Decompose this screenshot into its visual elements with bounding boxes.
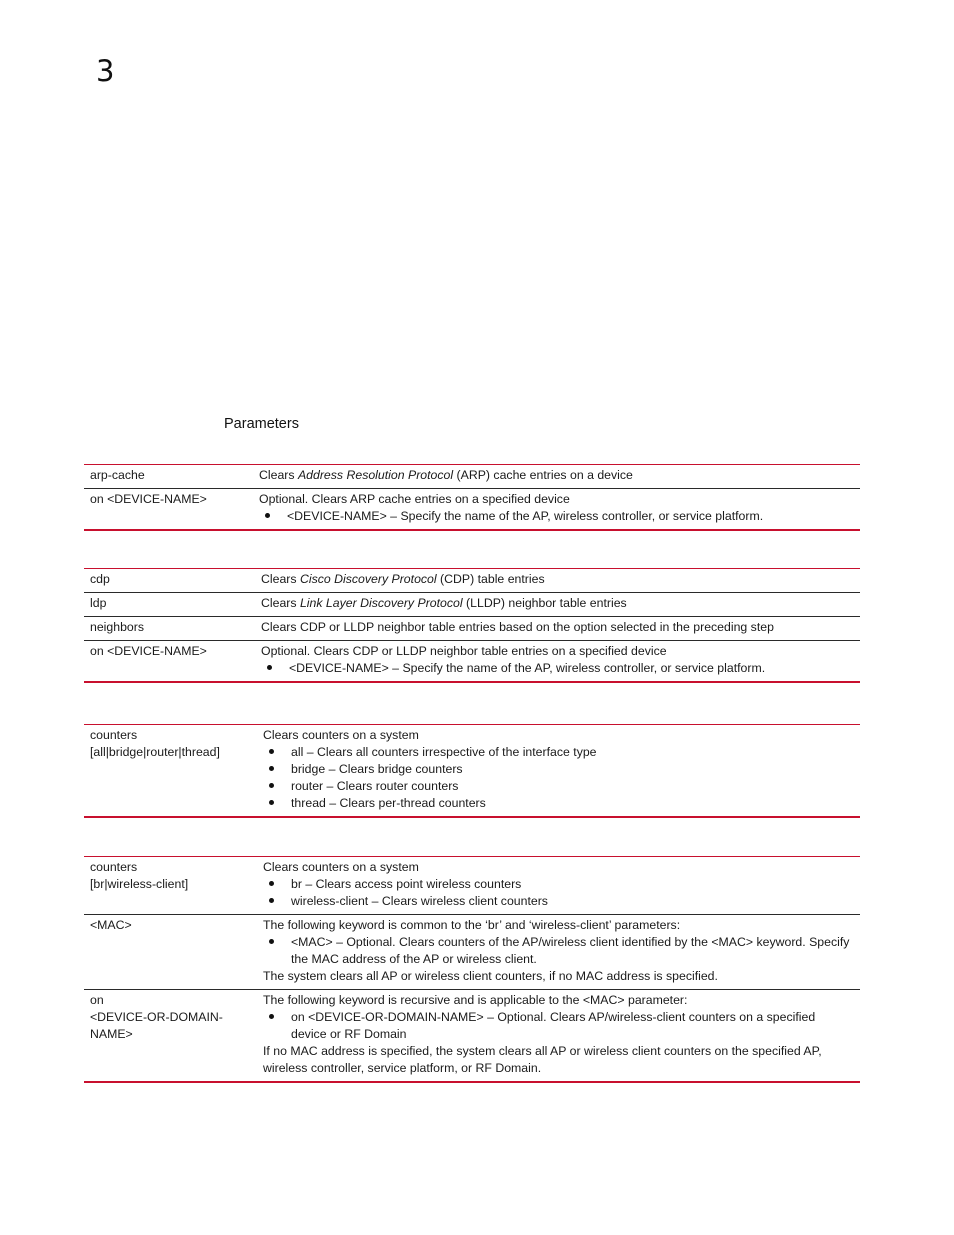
description-line [259,467,854,484]
description-line: Clears counters on a system [263,728,419,742]
protocol-name: Address Resolution Protocol [297,468,454,482]
parameter-description [261,569,860,593]
parameter-description [261,593,860,617]
description-text: (CDP) table entries [436,572,545,586]
chapter-number: 3 [96,54,115,88]
description-bullet: <DEVICE-NAME> – Specify the name of the AP, wireless controller, or service platform. [259,508,854,525]
parameter-row [84,593,860,617]
keyword-line: <DEVICE-OR-DOMAIN-NAME> [90,1010,223,1041]
parameter-keyword [84,465,259,489]
description-line: Clears counters on a system [263,860,419,874]
description-line: The system clears all AP or wireless client counters, if no MAC address is specified. [263,969,718,983]
description-bullet: bridge – Clears bridge counters [263,761,854,778]
parameter-description [263,990,860,1083]
parameter-keyword [84,990,263,1083]
description-bullet: wireless-client – Clears wireless client counters [263,893,854,910]
parameter-row [84,725,860,818]
section-heading: Parameters [224,416,299,432]
keyword-line: on <DEVICE-NAME> [90,492,207,506]
description-text: (ARP) cache entries on a device [453,468,633,482]
parameter-description [263,725,860,818]
parameter-description [259,489,860,531]
description-line: The following keyword is recursive and is applicable to the <MAC> parameter: [263,993,688,1007]
description-line: If no MAC address is specified, the system clears all AP or wireless client counters on the specified AP, wireless controller, service platform, or RF Domain. [263,1044,822,1075]
parameter-row [84,641,860,683]
parameter-row [84,990,860,1083]
parameter-row [84,569,860,593]
protocol-name: Cisco Discovery Protocol [299,572,437,586]
keyword-line: on <DEVICE-NAME> [90,644,207,658]
keyword-line: neighbors [90,620,145,634]
parameter-keyword [84,617,261,641]
description-text: Clears [261,572,300,586]
description-line: Optional. Clears ARP cache entries on a specified device [259,492,570,506]
parameter-description [259,465,860,489]
protocol-name: Link Layer Discovery Protocol [299,596,463,610]
parameter-description [263,915,860,990]
description-line: The following keyword is common to the ‘br’ and ‘wireless-client’ parameters: [263,918,681,932]
keyword-line: arp-cache [90,468,145,482]
parameter-table-counters-system [84,724,860,818]
description-bullet: thread – Clears per-thread counters [263,795,854,812]
parameter-keyword [84,569,261,593]
parameter-description [261,641,860,683]
parameter-description [261,617,860,641]
parameter-keyword [84,857,263,915]
parameter-keyword [84,725,263,818]
parameter-row [84,857,860,915]
description-text: (LLDP) neighbor table entries [462,596,627,610]
parameter-keyword [84,489,259,531]
parameter-table-counters-wireless [84,856,860,1083]
parameter-table-arp [84,464,860,531]
keyword-line: ldp [90,596,107,610]
parameter-row [84,617,860,641]
keyword-line: <MAC> [90,918,132,932]
description-text: Clears [261,596,300,610]
keyword-line: cdp [90,572,110,586]
description-bullet: <MAC> – Optional. Clears counters of the AP/wireless client identified by the <MAC> keyword. Specify the MAC address of the AP or wireless client. [263,934,854,968]
description-text: Clears [259,468,298,482]
keyword-line: [br|wireless-client] [90,877,189,891]
parameter-keyword [84,915,263,990]
parameter-row [84,489,860,531]
keyword-line: on [90,993,104,1007]
parameter-keyword [84,593,261,617]
parameter-row [84,915,860,990]
parameter-description [263,857,860,915]
parameter-row [84,465,860,489]
keyword-line: counters [90,728,138,742]
description-line [261,571,854,588]
keyword-line: counters [90,860,138,874]
description-bullet: on <DEVICE-OR-DOMAIN-NAME> – Optional. Clears AP/wireless-client counters on a specified device or RF Domain [263,1009,854,1043]
keyword-line: [all|bridge|router|thread] [90,745,220,759]
description-bullet: router – Clears router counters [263,778,854,795]
description-line [261,595,854,612]
description-line: Optional. Clears CDP or LLDP neighbor table entries on a specified device [261,644,667,658]
parameter-table-neighbors [84,568,860,683]
description-bullet: all – Clears all counters irrespective of the interface type [263,744,854,761]
description-bullet: br – Clears access point wireless counters [263,876,854,893]
description-bullet: <DEVICE-NAME> – Specify the name of the AP, wireless controller, or service platform. [261,660,854,677]
parameter-keyword [84,641,261,683]
description-line: Clears CDP or LLDP neighbor table entries based on the option selected in the preceding step [261,620,774,634]
